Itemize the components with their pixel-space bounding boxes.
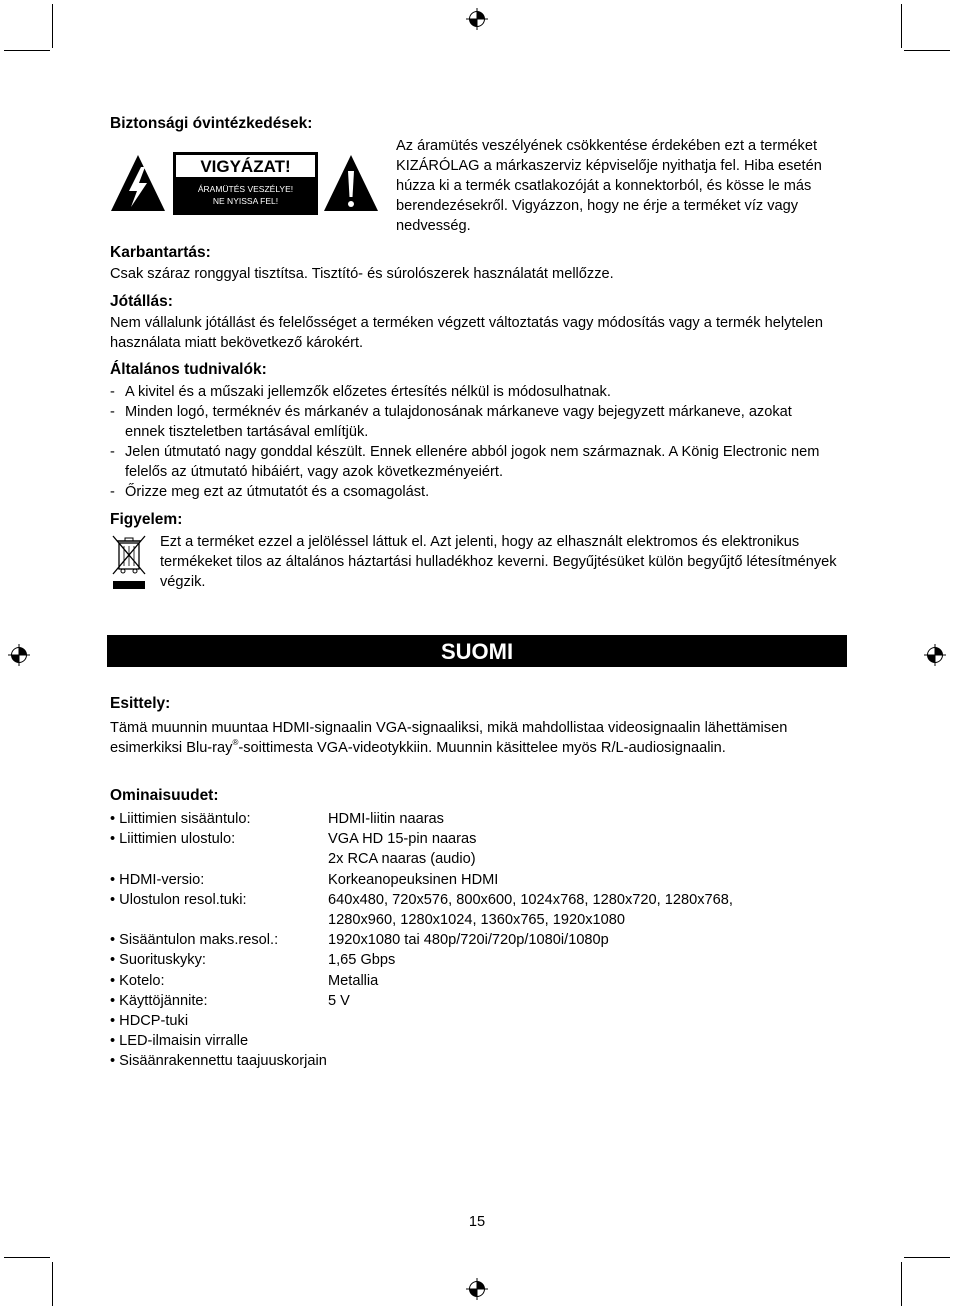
general-heading: Általános tudnivalók: — [110, 361, 267, 378]
warranty-heading: Jótállás: — [110, 293, 173, 310]
features-heading: Ominaisuudet: — [110, 787, 219, 804]
maintenance-text: Csak száraz ronggyal tisztítsa. Tisztító- és súrolószerek használatát mellőzze. — [110, 266, 614, 282]
crop-mark — [4, 1257, 50, 1258]
safety-heading: Biztonsági óvintézkedések: — [110, 115, 313, 132]
crop-mark — [52, 4, 53, 48]
maintenance-heading: Karbantartás: — [110, 244, 211, 261]
crop-mark — [52, 1262, 53, 1306]
warning-line-2: NE NYISSA FEL! — [212, 196, 279, 206]
list-item: - Őrizze meg ezt az útmutatót és a csomagolást. — [110, 484, 430, 500]
crossed-bin-icon — [110, 533, 148, 591]
intro-text: Tämä muunnin muuntaa HDMI-signaalin VGA-signaaliksi, mikä mahdollistaa videosignaalin lähettämisen esimerkiksi Blu-ray®-soittimesta VGA-videotykkiin. Muunnin käsittelee myös R/L-audiosignaalin. — [110, 720, 788, 756]
registration-mark-icon — [924, 644, 946, 666]
page-number: 15 — [468, 1214, 486, 1230]
crop-mark — [904, 50, 950, 51]
list-dash: - — [110, 404, 115, 420]
lightning-warning-icon — [109, 153, 167, 213]
list-dash: - — [110, 384, 115, 400]
language-banner: SUOMI — [107, 635, 847, 667]
general-list — [110, 382, 835, 502]
list-item: - Minden logó, terméknév és márkanév a tulajdonosának márkaneve vagy bejegyzett márkaneve, azokat ennek tiszteletben tartásával említjük. — [110, 404, 792, 440]
crop-mark — [901, 4, 902, 48]
intro-heading: Esittely: — [110, 695, 171, 712]
registration-mark-icon — [466, 1278, 488, 1300]
safety-text: Az áramütés veszélyének csökkentése érdekében ezt a terméket KIZÁRÓLAG a márkaszerviz képviselője nyithatja fel. Hiba esetén húzza ki a termék csatlakozóját a konnektorból, és kösse le más berendezésekről. Vigyázzon, hogy ne érje a terméket víz vagy nedvesség. — [396, 138, 822, 234]
registration-mark-icon — [466, 8, 488, 30]
list-dash: - — [110, 484, 115, 500]
crop-mark — [4, 50, 50, 51]
warranty-text: Nem vállalunk jótállást és felelősséget a terméken végzett változtatás vagy módosítás vagy a termék helytelen használata miatt bekövetkező károkért. — [110, 315, 824, 351]
list-item: - A kivitel és a műszaki jellemzők előzetes értesítés nélkül is módosulhatnak. — [110, 384, 611, 400]
warning-line-1: ÁRAMÜTÉS VESZÉLYE! — [197, 184, 294, 194]
list-item: - Jelen útmutató nagy gonddal készült. Ennek ellenére abból jogok nem származnak. A König Electronic nem felelős az útmutató hibáiért, vagy azok következményeiért. — [110, 444, 820, 480]
warning-label — [173, 152, 318, 215]
attention-text: Ezt a terméket ezzel a jelöléssel láttuk el. Azt jelenti, hogy az elhasznált elektromos és elektronikus termékeket tilos az általános háztartási hulladékhoz keverni. Begyűjtésüket külön begyűjtő létesítmények végzik. — [160, 534, 837, 590]
attention-heading: Figyelem: — [110, 511, 183, 528]
crop-mark — [901, 1262, 902, 1306]
list-dash: - — [110, 444, 115, 460]
registered-mark: ® — [232, 738, 239, 747]
warning-title: VIGYÁZAT! — [176, 155, 315, 177]
exclamation-warning-icon — [322, 153, 380, 213]
crop-mark — [904, 1257, 950, 1258]
registration-mark-icon — [8, 644, 30, 666]
